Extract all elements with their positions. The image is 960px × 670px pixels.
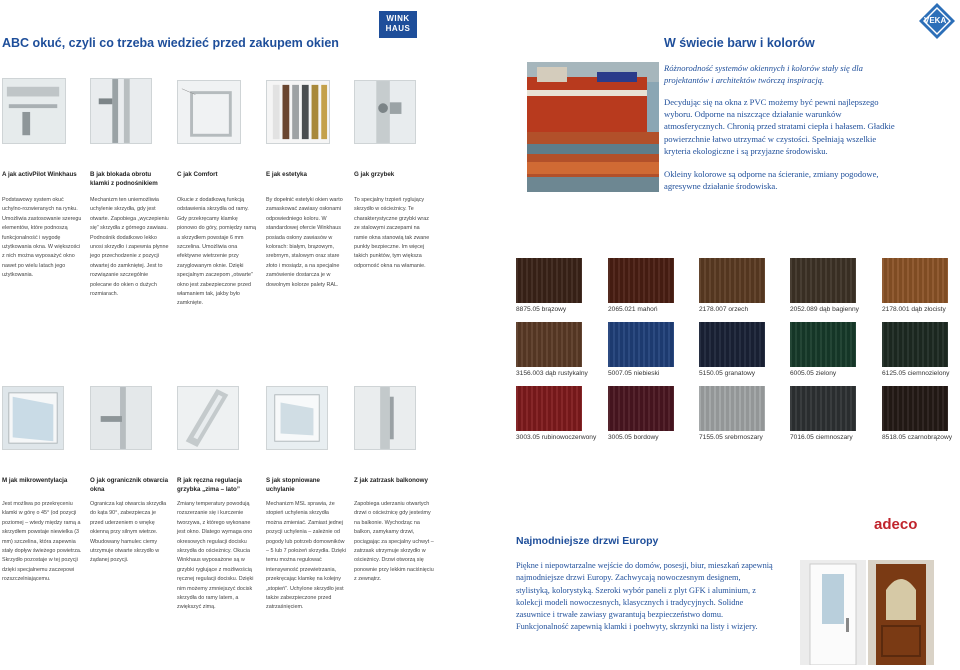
swatch-brazowy	[516, 258, 582, 303]
door-wood-photo	[868, 560, 934, 665]
swatch-ciemnozielony	[882, 322, 948, 367]
swatch-label: 2178.007 orzech	[699, 306, 749, 313]
swatch-bordowy	[608, 386, 674, 431]
feature-b-title: B jak blokada obrotu klamki z podnośnikiem	[90, 171, 158, 187]
swatch-mahon	[608, 258, 674, 303]
swatch-label: 6125.05 ciemnozielony	[882, 370, 950, 377]
swatch-niebieski	[608, 322, 674, 367]
swatch-label: 2052.089 dąb bagienny	[790, 306, 859, 313]
uchylanie-photo	[266, 386, 328, 450]
left-page-title: ABC okuć, czyli co trzeba wiedzieć przed zakupem okien	[2, 36, 339, 50]
ogranicznik-photo	[90, 386, 152, 450]
winkhaus-logo	[379, 11, 417, 38]
swatch-label: 3003.05 rubinowoczerwony	[516, 434, 597, 441]
swatch-label: 7155.05 srebrnoszary	[699, 434, 763, 441]
feature-z-title: Z jak zatrzask balkonowy	[354, 477, 428, 484]
intro-text: Różnorodność systemów okiennych i kolorów stały się dla projektantów i architektów twórczą inspiracją.	[664, 63, 863, 86]
swatch-label: 6005.05 zielony	[790, 370, 837, 377]
swatch-label: 3005.05 bordowy	[608, 434, 659, 441]
swatch-label: 8875.05 brązowy	[516, 306, 567, 313]
activpilot-photo	[2, 78, 66, 144]
adeco-logo: adeco	[874, 516, 918, 533]
swatch-zielony	[790, 322, 856, 367]
swatch-dab-rustykalny	[516, 322, 582, 367]
feature-c-text: Okucie z dodatkową funkcją odstawienia skrzydła od ramy. Gdy przekręcamy klamkę pionowo do góry, pomiędzy ramą a skrzydłem powstaje 6 mm szczelina. Umożliwia ona efektywne wietrzenie przy zaryglowanym oknie. Dzięki specjalnym zaczepom „otwarte” okno jest zabezpieczone przed włamaniem tak, jakby było zamknięte.	[177, 197, 257, 307]
feature-a-title: A jak activPilot Winkhaus	[2, 171, 77, 178]
veka-logo-text: VEKA	[924, 16, 947, 25]
feature-s-title: S jak stopniowane uchylanie	[266, 477, 320, 493]
mikrowentylacja-photo	[2, 386, 64, 450]
hinge-covers-photo	[266, 80, 330, 144]
swatch-rubinowoczerwony	[516, 386, 582, 431]
swatch-srebrnoszary	[699, 386, 765, 431]
comfort-photo	[177, 80, 241, 144]
blokada-photo	[90, 78, 152, 144]
feature-m-text: Jest możliwa po przekręceniu klamki w górę o 45° (od pozycji poziomej – wtedy między ramą a skrzydłem powstaje niewielka (3 mm) szczelina, która zapewnia stały dopływ świeżego powietrza. Skrzydło pozostaje w tej pozycji dzięki specjalnemu zaczepowi rozszczelniającemu.	[2, 501, 82, 583]
veneer-paragraph: Okleiny kolorowe są odporne na ścieranie, zmiany pogodowe, agresywne działanie środowiska.	[664, 169, 879, 192]
right-page-title: W świecie barw i kolorów	[664, 36, 815, 50]
feature-b-text: Mechanizm ten uniemożliwia uchylenie skrzydła, gdy jest otwarte. Zapobiega „wyczepieniu się” skrzydła z górnego zawiasu. Podnośnik dodatkowo lekko unosi skrzydło i zapewnia płynne jego przechodzenie z pozycji otwartej do zamkniętej. Jest to rozwiązanie szczególnie polecane do okien o dużych rozmiarach.	[90, 197, 169, 298]
swatch-dab-bagienny	[790, 258, 856, 303]
feature-r-title: R jak ręczna regulacja grzybka „zima – lato”	[177, 477, 243, 493]
feature-s-text: Mechanizm MSL sprawia, że stopień uchylenia skrzydła można zmieniać. Zamiast jednej pozycji uchylenia – zależnie od pogody lub potrzeb domowników – 5 lub 7 położeń skrzydła. Dzięki temu można regulować intensywność przewietrzania, przekręcając klamkę na kolejny „stopień”. Uchylone skrzydło jest także zabezpieczone przed zatrzaśnięciem.	[266, 501, 347, 611]
swatch-granatowy	[699, 322, 765, 367]
swatch-label: 2178.001 dąb złocisty	[882, 306, 946, 313]
feature-g-text: To specjalny trzpień ryglujący skrzydło w ościeżnicy. Te charakterystyczne grzybki wraz ze stalowymi zaczepami na ramie okna stanowią tak zwane punkty bezpieczne. Im więcej takich punktów, tym większa odporność okna na włamanie.	[354, 197, 430, 269]
feature-o-text: Ogranicza kąt otwarcia skrzydła do kąta 90°, zabezpiecza je przed uderzeniem o wnękę okienną przy silnym wietrze. Wbudowany hamulec ciemy utrzymuje otwarte skrzydło w żądanej pozycji.	[90, 501, 167, 564]
doors-text: Piękne i niepowtarzalne wejście do domów, posesji, biur, mieszkań zapewnią najmodniejsze drzwi Europy. Zachwycają nowoczesnym designem, stylistyką, kolorystyką. Szeroki wybór paneli z plyt GFK i aluminium, z kolekcji modeli nowoczesnych, klasycznych i tradycyjnych. Solidne zasuwnice i trwałe zawiasy gwarantują bezpieczeństwo domu. Funkcjonalność zapewnią klamki i poehwyty, skrzynki na listy i wizjery.	[516, 561, 773, 632]
swatch-czarnobrazowy	[882, 386, 948, 431]
grzybek-photo	[354, 80, 416, 144]
feature-m-title: M jak mikrowentylacja	[2, 477, 68, 484]
feature-o-title: O jak ogranicznik otwarcia okna	[90, 477, 169, 493]
doors-title: Najmodniejsze drzwi Europy	[516, 535, 659, 547]
swatch-dab-zlocisty	[882, 258, 948, 303]
swatch-label: 5150.05 granatowy	[699, 370, 756, 377]
swatch-label: 2065.021 mahoń	[608, 306, 658, 313]
door-white-photo	[800, 560, 866, 665]
feature-c-title: C jak Comfort	[177, 171, 218, 178]
feature-e-text: By dopełnić estetyki okien warto zamaskować zawiasy osłonami odpowiedniego koloru. W standardowej ofercie Winkhaus posiada osłony zawiasów w kolorach: białym, brązowym, srebrnym, stalowym oraz stare złoto i mosiądz, a na specjalne zamówienie dostarcza je w dowolnym kolorze palety RAL.	[266, 197, 343, 288]
swatch-ciemnoszary	[790, 386, 856, 431]
feature-a-text: Podstawowy system okuć uchylno-rozwieranych na rynku. Umożliwia zastosowanie szeregu elementów, które podnoszą funkcjonalność i wygodę użytkowania okna. W większości z nich można wyposażyć okno nawet po wielu latach jego użytkowania.	[2, 197, 82, 279]
zatrzask-photo	[354, 386, 416, 450]
swatch-label: 3156.003 dąb rustykalny	[516, 370, 588, 377]
feature-e-title: E jak estetyka	[266, 171, 307, 178]
feature-g-title: G jak grzybek	[354, 171, 395, 178]
regulacja-photo	[177, 386, 239, 450]
swatch-label: 7016.05 ciemnoszary	[790, 434, 853, 441]
pvc-paragraph: Decydując się na okna z PVC możemy być pewni najlepszego wyboru. Odporne na niszczące działanie warunków atmosferycznych. Chronią przed stratami ciepła i hałasem. Gładkie powierzchnie łatwo utrzymać w czystości. Spełniają wszelkie kryteria ekologiczne i są przyjazne środowisku.	[664, 97, 895, 156]
veka-logo	[918, 2, 956, 40]
swatch-label: 5007.05 niebieski	[608, 370, 660, 377]
feature-z-text: Zapobiega uderzaniu otwartych drzwi o ościeżnicę gdy jesteśmy na balkonie. Wychodząc na balkon, zamykamy drzwi, pociągając za specjalny uchwyt – zatrzask utrzymuje skrzydło w ościeżnicy. Drzwi otworzą się ponownie przy lekkim naciśnięciu z zewnątrz.	[354, 501, 434, 583]
swatch-label: 8518.05 czarnobrązowy	[882, 434, 953, 441]
swatch-orzech	[699, 258, 765, 303]
winkhaus-logo-text: WINK HAUS	[385, 14, 411, 33]
harbor-boats-photo	[527, 62, 659, 192]
feature-r-text: Zmiany temperatury powodują rozszerzanie się i kurczenie tworzywa, z którego wykonane jest okno. Dlatego wymaga ono okresowych regulacji docisku skrzydła do ościeżnicy. Okucia Winkhaus wyposażone są w grzybki ryglujące z możliwością ręcznej regulacji docisku. Dzięki nim możemy zmniejszyć docisk skrzydła do ramy latem, a zwiększyć zimą.	[177, 501, 254, 611]
